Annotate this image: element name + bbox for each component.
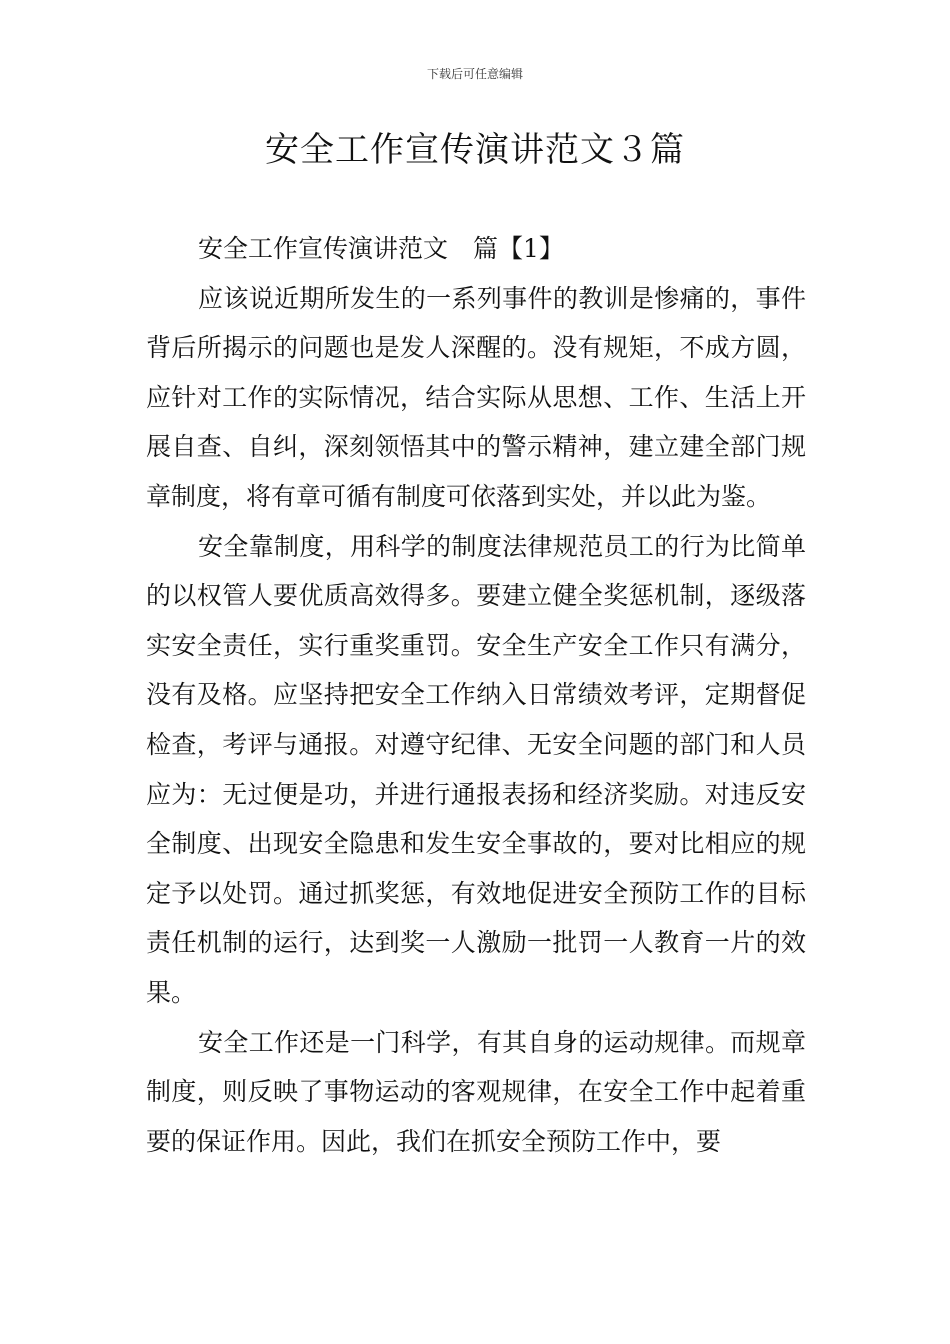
document-body — [146, 224, 806, 1166]
paragraph-2: 安全靠制度，用科学的制度法律规范员工的行为比简单的以权管人要优质高效得多。要建立健全奖惩机制，逐级落实安全责任，实行重奖重罚。安全生产安全工作只有满分，没有及格。应坚持把安全工作纳入日常绩效考评，定期督促检查，考评与通报。对遵守纪律、无安全问题的部门和人员应为：无过便是功，并进行通报表扬和经济奖励。对违反安全制度、出现安全隐患和发生安全事故的，要对比相应的规定予以处罚。通过抓奖惩，有效地促进安全预防工作的目标责任机制的运行，达到奖一人激励一批罚一人教育一片的效果。 — [146, 531, 806, 1007]
section-heading: 安全工作宣传演讲范文 篇【1】 — [198, 234, 564, 263]
paragraph-1: 应该说近期所发生的一系列事件的教训是惨痛的，事件背后所揭示的问题也是发人深醒的。没有规矩，不成方圆，应针对工作的实际情况，结合实际从思想、工作、生活上开展自查、自纠，深刻领悟其中的警示精神，建立建全部门规章制度，将有章可循有制度可依落到实处，并以此为鉴。 — [146, 283, 806, 511]
document-title: 安全工作宣传演讲范文３篇 — [265, 130, 685, 170]
paragraph-3: 安全工作还是一门科学，有其自身的运动规律。而规章制度，则反映了事物运动的客观规律，在安全工作中起着重要的保证作用。因此，我们在抓安全预防工作中，要 — [146, 1027, 806, 1156]
header-note: 下载后可任意编辑 — [426, 67, 523, 81]
